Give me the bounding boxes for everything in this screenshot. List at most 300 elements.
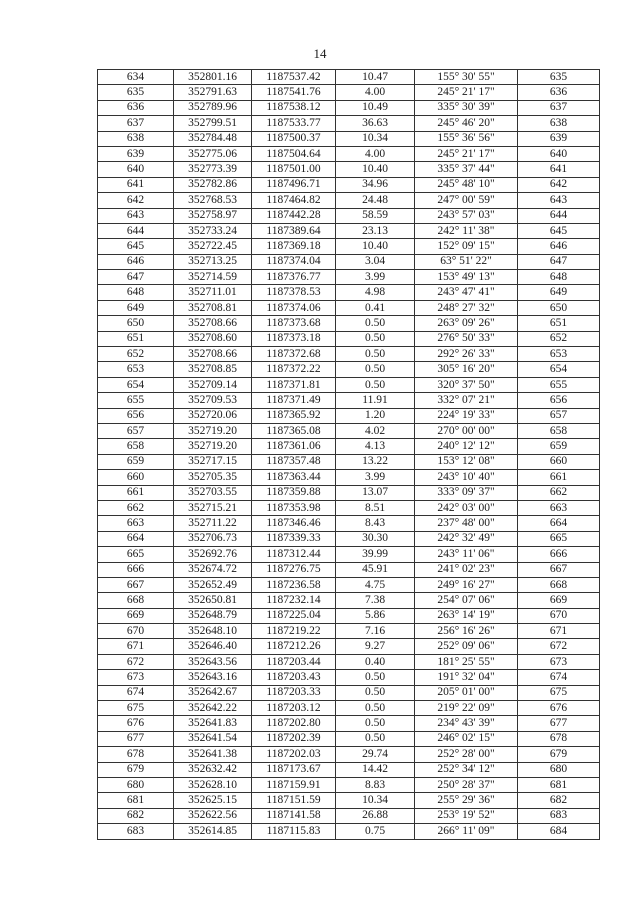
- cell-point-to: 643: [518, 193, 600, 208]
- cell-point-from: 669: [98, 608, 174, 623]
- cell-bearing: 253° 19' 52": [415, 808, 518, 823]
- table-row: [98, 85, 600, 100]
- table-row: [98, 747, 600, 762]
- cell-point-from: 675: [98, 701, 174, 716]
- cell-point-to: 654: [518, 362, 600, 377]
- cell-coord-y: 1187361.06: [252, 439, 336, 454]
- cell-point-to: 674: [518, 670, 600, 685]
- cell-bearing: 155° 30' 55": [415, 70, 518, 85]
- table-row: [98, 762, 600, 777]
- table-row: [98, 793, 600, 808]
- cell-bearing: 153° 12' 08": [415, 454, 518, 469]
- cell-point-from: 640: [98, 162, 174, 177]
- cell-coord-x: 352641.83: [174, 716, 252, 731]
- cell-coord-x: 352622.56: [174, 808, 252, 823]
- table-row: [98, 162, 600, 177]
- cell-coord-y: 1187202.03: [252, 747, 336, 762]
- cell-point-from: 670: [98, 624, 174, 639]
- cell-point-to: 660: [518, 454, 600, 469]
- cell-distance: 58.59: [336, 208, 415, 223]
- cell-bearing: 335° 30' 39": [415, 100, 518, 115]
- cell-bearing: 332° 07' 21": [415, 393, 518, 408]
- cell-bearing: 252° 28' 00": [415, 747, 518, 762]
- table-row: [98, 808, 600, 823]
- cell-point-to: 667: [518, 562, 600, 577]
- cell-coord-x: 352775.06: [174, 146, 252, 161]
- cell-coord-x: 352722.45: [174, 239, 252, 254]
- cell-coord-x: 352632.42: [174, 762, 252, 777]
- cell-coord-x: 352652.49: [174, 577, 252, 592]
- cell-coord-x: 352705.35: [174, 470, 252, 485]
- cell-coord-y: 1187159.91: [252, 777, 336, 792]
- cell-coord-x: 352791.63: [174, 85, 252, 100]
- cell-point-from: 644: [98, 223, 174, 238]
- cell-point-from: 681: [98, 793, 174, 808]
- cell-point-to: 661: [518, 470, 600, 485]
- cell-point-from: 648: [98, 285, 174, 300]
- cell-point-to: 639: [518, 131, 600, 146]
- cell-coord-x: 352708.66: [174, 316, 252, 331]
- table-row: [98, 70, 600, 85]
- cell-distance: 29.74: [336, 747, 415, 762]
- cell-coord-x: 352717.15: [174, 454, 252, 469]
- cell-distance: 0.50: [336, 362, 415, 377]
- cell-coord-y: 1187378.53: [252, 285, 336, 300]
- table-row: [98, 562, 600, 577]
- cell-bearing: 263° 09' 26": [415, 316, 518, 331]
- cell-coord-x: 352719.20: [174, 423, 252, 438]
- table-row: [98, 439, 600, 454]
- cell-coord-x: 352733.24: [174, 223, 252, 238]
- table-row: [98, 670, 600, 685]
- table-row: [98, 285, 600, 300]
- cell-point-from: 638: [98, 131, 174, 146]
- cell-point-to: 680: [518, 762, 600, 777]
- cell-coord-y: 1187371.81: [252, 377, 336, 392]
- cell-point-from: 653: [98, 362, 174, 377]
- table-row: [98, 270, 600, 285]
- page-number: 14: [313, 46, 327, 61]
- cell-coord-y: 1187346.46: [252, 516, 336, 531]
- cell-coord-y: 1187276.75: [252, 562, 336, 577]
- cell-distance: 34.96: [336, 177, 415, 192]
- cell-bearing: 155° 36' 56": [415, 131, 518, 146]
- table-row: [98, 116, 600, 131]
- cell-bearing: 243° 11' 06": [415, 547, 518, 562]
- cell-distance: 0.50: [336, 701, 415, 716]
- cell-bearing: 243° 47' 41": [415, 285, 518, 300]
- cell-coord-y: 1187339.33: [252, 531, 336, 546]
- cell-point-from: 664: [98, 531, 174, 546]
- cell-bearing: 234° 43' 39": [415, 716, 518, 731]
- cell-point-from: 667: [98, 577, 174, 592]
- cell-distance: 8.51: [336, 500, 415, 515]
- table-row: [98, 239, 600, 254]
- cell-coord-y: 1187203.12: [252, 701, 336, 716]
- cell-distance: 8.83: [336, 777, 415, 792]
- table-row: [98, 408, 600, 423]
- cell-point-from: 682: [98, 808, 174, 823]
- cell-point-to: 644: [518, 208, 600, 223]
- cell-point-to: 645: [518, 223, 600, 238]
- cell-point-from: 658: [98, 439, 174, 454]
- cell-point-from: 679: [98, 762, 174, 777]
- cell-coord-x: 352625.15: [174, 793, 252, 808]
- cell-point-to: 642: [518, 177, 600, 192]
- cell-coord-x: 352641.38: [174, 747, 252, 762]
- cell-distance: 7.38: [336, 593, 415, 608]
- cell-distance: 0.50: [336, 331, 415, 346]
- cell-point-from: 651: [98, 331, 174, 346]
- cell-coord-x: 352708.66: [174, 347, 252, 362]
- cell-bearing: 224° 19' 33": [415, 408, 518, 423]
- cell-point-from: 665: [98, 547, 174, 562]
- cell-coord-x: 352709.53: [174, 393, 252, 408]
- cell-coord-x: 352646.40: [174, 639, 252, 654]
- cell-distance: 4.98: [336, 285, 415, 300]
- cell-distance: 4.13: [336, 439, 415, 454]
- cell-coord-x: 352711.01: [174, 285, 252, 300]
- cell-bearing: 254° 07' 06": [415, 593, 518, 608]
- cell-point-to: 678: [518, 731, 600, 746]
- cell-coord-y: 1187496.71: [252, 177, 336, 192]
- cell-point-from: 639: [98, 146, 174, 161]
- coordinates-table: [97, 69, 600, 840]
- cell-coord-y: 1187151.59: [252, 793, 336, 808]
- cell-distance: 45.91: [336, 562, 415, 577]
- cell-point-to: 638: [518, 116, 600, 131]
- cell-coord-x: 352648.10: [174, 624, 252, 639]
- cell-point-to: 676: [518, 701, 600, 716]
- cell-coord-y: 1187363.44: [252, 470, 336, 485]
- cell-coord-x: 352720.06: [174, 408, 252, 423]
- table-row: [98, 593, 600, 608]
- cell-bearing: 245° 46' 20": [415, 116, 518, 131]
- cell-bearing: 241° 02' 23": [415, 562, 518, 577]
- cell-coord-x: 352714.59: [174, 270, 252, 285]
- cell-point-to: 663: [518, 500, 600, 515]
- table-body: [98, 70, 600, 840]
- cell-bearing: 263° 14' 19": [415, 608, 518, 623]
- cell-point-to: 641: [518, 162, 600, 177]
- cell-point-from: 656: [98, 408, 174, 423]
- cell-distance: 39.99: [336, 547, 415, 562]
- cell-distance: 14.42: [336, 762, 415, 777]
- cell-coord-y: 1187365.08: [252, 423, 336, 438]
- cell-distance: 7.16: [336, 624, 415, 639]
- cell-point-from: 646: [98, 254, 174, 269]
- cell-coord-y: 1187538.12: [252, 100, 336, 115]
- cell-point-to: 666: [518, 547, 600, 562]
- cell-bearing: 152° 09' 15": [415, 239, 518, 254]
- cell-distance: 3.99: [336, 470, 415, 485]
- cell-point-to: 670: [518, 608, 600, 623]
- table-row: [98, 624, 600, 639]
- cell-point-to: 679: [518, 747, 600, 762]
- cell-point-to: 681: [518, 777, 600, 792]
- cell-point-to: 635: [518, 70, 600, 85]
- cell-coord-y: 1187141.58: [252, 808, 336, 823]
- cell-point-to: 673: [518, 654, 600, 669]
- cell-point-from: 666: [98, 562, 174, 577]
- table-row: [98, 177, 600, 192]
- cell-coord-x: 352784.48: [174, 131, 252, 146]
- cell-coord-x: 352782.86: [174, 177, 252, 192]
- cell-coord-y: 1187225.04: [252, 608, 336, 623]
- cell-coord-y: 1187365.92: [252, 408, 336, 423]
- cell-point-to: 682: [518, 793, 600, 808]
- cell-point-to: 675: [518, 685, 600, 700]
- cell-coord-y: 1187203.33: [252, 685, 336, 700]
- cell-coord-y: 1187212.26: [252, 639, 336, 654]
- cell-bearing: 247° 00' 59": [415, 193, 518, 208]
- cell-distance: 1.20: [336, 408, 415, 423]
- cell-coord-x: 352650.81: [174, 593, 252, 608]
- cell-distance: 23.13: [336, 223, 415, 238]
- cell-point-to: 652: [518, 331, 600, 346]
- cell-bearing: 245° 21' 17": [415, 85, 518, 100]
- cell-bearing: 252° 09' 06": [415, 639, 518, 654]
- cell-point-to: 665: [518, 531, 600, 546]
- cell-distance: 10.34: [336, 131, 415, 146]
- cell-distance: 9.27: [336, 639, 415, 654]
- cell-distance: 10.47: [336, 70, 415, 85]
- cell-distance: 4.00: [336, 85, 415, 100]
- cell-point-from: 659: [98, 454, 174, 469]
- cell-point-to: 649: [518, 285, 600, 300]
- cell-distance: 26.88: [336, 808, 415, 823]
- table-row: [98, 731, 600, 746]
- table-row: [98, 824, 600, 839]
- cell-coord-y: 1187371.49: [252, 393, 336, 408]
- cell-coord-y: 1187376.77: [252, 270, 336, 285]
- cell-point-to: 640: [518, 146, 600, 161]
- cell-bearing: 256° 16' 26": [415, 624, 518, 639]
- cell-coord-x: 352708.60: [174, 331, 252, 346]
- cell-point-to: 672: [518, 639, 600, 654]
- cell-distance: 4.02: [336, 423, 415, 438]
- cell-point-to: 664: [518, 516, 600, 531]
- cell-bearing: 270° 00' 00": [415, 423, 518, 438]
- table-row: [98, 701, 600, 716]
- cell-point-from: 645: [98, 239, 174, 254]
- cell-coord-x: 352768.53: [174, 193, 252, 208]
- cell-distance: 8.43: [336, 516, 415, 531]
- cell-coord-x: 352773.39: [174, 162, 252, 177]
- table-row: [98, 208, 600, 223]
- cell-point-to: 668: [518, 577, 600, 592]
- table-row: [98, 347, 600, 362]
- cell-distance: 36.63: [336, 116, 415, 131]
- cell-point-from: 678: [98, 747, 174, 762]
- cell-coord-y: 1187374.06: [252, 300, 336, 315]
- cell-distance: 5.86: [336, 608, 415, 623]
- table-row: [98, 146, 600, 161]
- cell-point-to: 655: [518, 377, 600, 392]
- table-row: [98, 777, 600, 792]
- table-row: [98, 100, 600, 115]
- cell-distance: 10.40: [336, 162, 415, 177]
- cell-coord-x: 352758.97: [174, 208, 252, 223]
- table-row: [98, 316, 600, 331]
- cell-coord-y: 1187464.82: [252, 193, 336, 208]
- cell-distance: 0.50: [336, 731, 415, 746]
- cell-point-to: 651: [518, 316, 600, 331]
- cell-distance: 10.40: [336, 239, 415, 254]
- cell-point-to: 658: [518, 423, 600, 438]
- cell-bearing: 242° 11' 38": [415, 223, 518, 238]
- cell-coord-x: 352719.20: [174, 439, 252, 454]
- cell-coord-x: 352643.56: [174, 654, 252, 669]
- cell-bearing: 153° 49' 13": [415, 270, 518, 285]
- cell-distance: 13.07: [336, 485, 415, 500]
- cell-bearing: 181° 25' 55": [415, 654, 518, 669]
- cell-point-from: 643: [98, 208, 174, 223]
- cell-coord-y: 1187202.39: [252, 731, 336, 746]
- cell-coord-x: 352692.76: [174, 547, 252, 562]
- cell-bearing: 266° 11' 09": [415, 824, 518, 839]
- cell-coord-y: 1187115.83: [252, 824, 336, 839]
- cell-point-from: 634: [98, 70, 174, 85]
- cell-point-to: 657: [518, 408, 600, 423]
- table-row: [98, 131, 600, 146]
- table-row: [98, 608, 600, 623]
- cell-point-to: 677: [518, 716, 600, 731]
- cell-distance: 24.48: [336, 193, 415, 208]
- cell-coord-y: 1187236.58: [252, 577, 336, 592]
- cell-coord-y: 1187537.42: [252, 70, 336, 85]
- cell-bearing: 305° 16' 20": [415, 362, 518, 377]
- cell-point-from: 635: [98, 85, 174, 100]
- cell-point-to: 671: [518, 624, 600, 639]
- cell-point-to: 647: [518, 254, 600, 269]
- cell-point-from: 657: [98, 423, 174, 438]
- cell-point-from: 673: [98, 670, 174, 685]
- cell-distance: 3.04: [336, 254, 415, 269]
- cell-point-from: 676: [98, 716, 174, 731]
- cell-distance: 3.99: [336, 270, 415, 285]
- cell-point-from: 683: [98, 824, 174, 839]
- table-row: [98, 639, 600, 654]
- cell-point-from: 650: [98, 316, 174, 331]
- cell-coord-y: 1187373.68: [252, 316, 336, 331]
- cell-point-from: 637: [98, 116, 174, 131]
- cell-bearing: 335° 37' 44": [415, 162, 518, 177]
- table-row: [98, 654, 600, 669]
- cell-coord-y: 1187357.48: [252, 454, 336, 469]
- table-row: [98, 393, 600, 408]
- cell-point-to: 684: [518, 824, 600, 839]
- cell-distance: 0.41: [336, 300, 415, 315]
- cell-coord-y: 1187203.44: [252, 654, 336, 669]
- cell-coord-y: 1187500.37: [252, 131, 336, 146]
- cell-bearing: 250° 28' 37": [415, 777, 518, 792]
- cell-distance: 10.34: [336, 793, 415, 808]
- cell-coord-y: 1187389.64: [252, 223, 336, 238]
- table-row: [98, 223, 600, 238]
- cell-bearing: 292° 26' 33": [415, 347, 518, 362]
- cell-coord-x: 352789.96: [174, 100, 252, 115]
- cell-point-to: 650: [518, 300, 600, 315]
- cell-point-from: 671: [98, 639, 174, 654]
- table-row: [98, 470, 600, 485]
- cell-coord-y: 1187374.04: [252, 254, 336, 269]
- cell-coord-x: 352799.51: [174, 116, 252, 131]
- cell-bearing: 255° 29' 36": [415, 793, 518, 808]
- cell-bearing: 248° 27' 32": [415, 300, 518, 315]
- cell-coord-y: 1187359.88: [252, 485, 336, 500]
- cell-coord-x: 352674.72: [174, 562, 252, 577]
- cell-point-from: 661: [98, 485, 174, 500]
- cell-distance: 30.30: [336, 531, 415, 546]
- table-row: [98, 362, 600, 377]
- cell-distance: 0.50: [336, 377, 415, 392]
- table-row: [98, 193, 600, 208]
- cell-bearing: 246° 02' 15": [415, 731, 518, 746]
- table-row: [98, 423, 600, 438]
- cell-bearing: 242° 32' 49": [415, 531, 518, 546]
- cell-coord-y: 1187533.77: [252, 116, 336, 131]
- cell-distance: 4.00: [336, 146, 415, 161]
- cell-coord-y: 1187219.22: [252, 624, 336, 639]
- cell-distance: 0.50: [336, 316, 415, 331]
- cell-coord-y: 1187202.80: [252, 716, 336, 731]
- cell-coord-x: 352709.14: [174, 377, 252, 392]
- cell-coord-x: 352706.73: [174, 531, 252, 546]
- cell-bearing: 249° 16' 27": [415, 577, 518, 592]
- cell-coord-x: 352628.10: [174, 777, 252, 792]
- cell-bearing: 320° 37' 50": [415, 377, 518, 392]
- cell-coord-y: 1187203.43: [252, 670, 336, 685]
- cell-bearing: 191° 32' 04": [415, 670, 518, 685]
- cell-point-to: 646: [518, 239, 600, 254]
- cell-point-from: 655: [98, 393, 174, 408]
- cell-distance: 0.50: [336, 670, 415, 685]
- cell-point-to: 683: [518, 808, 600, 823]
- cell-point-to: 659: [518, 439, 600, 454]
- cell-distance: 0.75: [336, 824, 415, 839]
- cell-bearing: 252° 34' 12": [415, 762, 518, 777]
- cell-distance: 4.75: [336, 577, 415, 592]
- cell-bearing: 63° 51' 22": [415, 254, 518, 269]
- cell-point-to: 662: [518, 485, 600, 500]
- cell-point-from: 660: [98, 470, 174, 485]
- cell-coord-x: 352614.85: [174, 824, 252, 839]
- cell-point-to: 648: [518, 270, 600, 285]
- cell-coord-y: 1187541.76: [252, 85, 336, 100]
- cell-distance: 11.91: [336, 393, 415, 408]
- cell-coord-x: 352715.21: [174, 500, 252, 515]
- cell-coord-x: 352648.79: [174, 608, 252, 623]
- cell-bearing: 245° 48' 10": [415, 177, 518, 192]
- cell-point-from: 649: [98, 300, 174, 315]
- cell-coord-y: 1187372.68: [252, 347, 336, 362]
- cell-point-from: 636: [98, 100, 174, 115]
- cell-point-from: 641: [98, 177, 174, 192]
- table-row: [98, 685, 600, 700]
- cell-coord-x: 352711.22: [174, 516, 252, 531]
- cell-coord-y: 1187369.18: [252, 239, 336, 254]
- cell-coord-y: 1187373.18: [252, 331, 336, 346]
- table-row: [98, 300, 600, 315]
- table-row: [98, 716, 600, 731]
- cell-coord-x: 352708.81: [174, 300, 252, 315]
- cell-coord-x: 352642.22: [174, 701, 252, 716]
- cell-point-to: 636: [518, 85, 600, 100]
- table-row: [98, 485, 600, 500]
- cell-coord-y: 1187504.64: [252, 146, 336, 161]
- table-row: [98, 516, 600, 531]
